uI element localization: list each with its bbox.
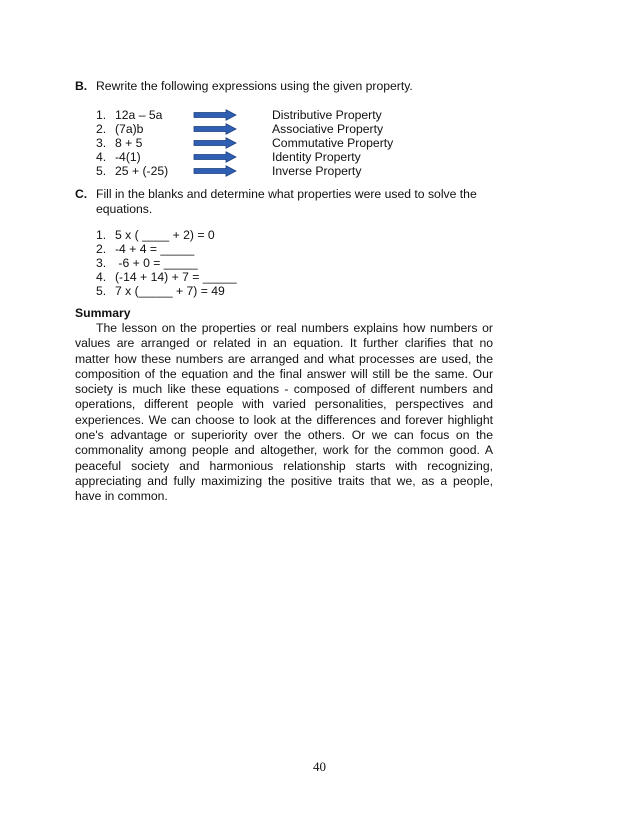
right-arrow-icon	[193, 109, 237, 121]
right-arrow-icon	[193, 165, 237, 177]
section-b-item	[0, 108, 639, 122]
section-c-letter: C.	[75, 187, 88, 201]
item-number: 4.	[96, 270, 107, 284]
section-c-instruction-line2: equations.	[96, 202, 153, 216]
item-expression: -4(1)	[115, 150, 141, 164]
item-number: 3.	[96, 256, 107, 270]
item-equation: -6 + 0 = _____	[115, 256, 198, 270]
section-b-letter: B.	[75, 79, 88, 93]
summary-title: Summary	[75, 306, 131, 320]
section-b-item	[0, 150, 639, 164]
section-b-item	[0, 122, 639, 136]
item-equation: -4 + 4 = _____	[115, 242, 195, 256]
section-c-item	[0, 242, 639, 256]
item-equation: (-14 + 14) + 7 = _____	[115, 270, 237, 284]
section-c-item	[0, 228, 639, 242]
item-expression: (7a)b	[115, 122, 144, 136]
section-c-item	[0, 270, 639, 284]
item-property: Commutative Property	[272, 136, 394, 150]
section-c-instruction-line1: Fill in the blanks and determine what properties were used to solve the	[96, 187, 477, 201]
item-expression: 25 + (-25)	[115, 164, 169, 178]
item-number: 5.	[96, 284, 107, 298]
item-number: 1.	[96, 228, 107, 242]
section-c-item	[0, 284, 639, 298]
item-number: 2.	[96, 242, 107, 256]
item-property: Distributive Property	[272, 108, 382, 122]
item-number: 3.	[96, 136, 107, 150]
item-property: Associative Property	[272, 122, 384, 136]
section-b-item	[0, 164, 639, 178]
right-arrow-icon	[193, 123, 237, 135]
section-b-item	[0, 136, 639, 150]
item-property: Identity Property	[272, 150, 361, 164]
item-expression: 12a – 5a	[115, 108, 163, 122]
item-expression: 8 + 5	[115, 136, 143, 150]
section-b-heading	[75, 79, 413, 93]
item-number: 4.	[96, 150, 107, 164]
right-arrow-icon	[193, 137, 237, 149]
item-equation: 5 x ( ____ + 2) = 0	[115, 228, 215, 242]
section-b-instruction: Rewrite the following expressions using the given property.	[96, 79, 413, 93]
item-property: Inverse Property	[272, 164, 362, 178]
section-c-item	[0, 256, 639, 270]
item-number: 5.	[96, 164, 107, 178]
item-number: 2.	[96, 122, 107, 136]
page-number: 40	[313, 759, 326, 774]
right-arrow-icon	[193, 151, 237, 163]
item-number: 1.	[96, 108, 107, 122]
summary-paragraph: The lesson on the properties or real numbers explains how numbers or values are arranged or related in an equation. It further clarifies that no matter how these numbers are arranged and what processes are used, the composition of the equation and the final answer will still be the same. Our society is much like these equations - composed of different numbers and operations, different people with varied personalities, perspectives and experiences. We can choose to look at the differences and forever highlight one's advantage or superiority over the others. Or we can focus on the commonality among people and altogether, work for the common good. A peaceful society and harmonious relationship starts with recognizing, appreciating and fully maximizing the positive traits that we, as a people, have in common.	[75, 321, 493, 504]
item-equation: 7 x (_____ + 7) = 49	[115, 284, 225, 298]
